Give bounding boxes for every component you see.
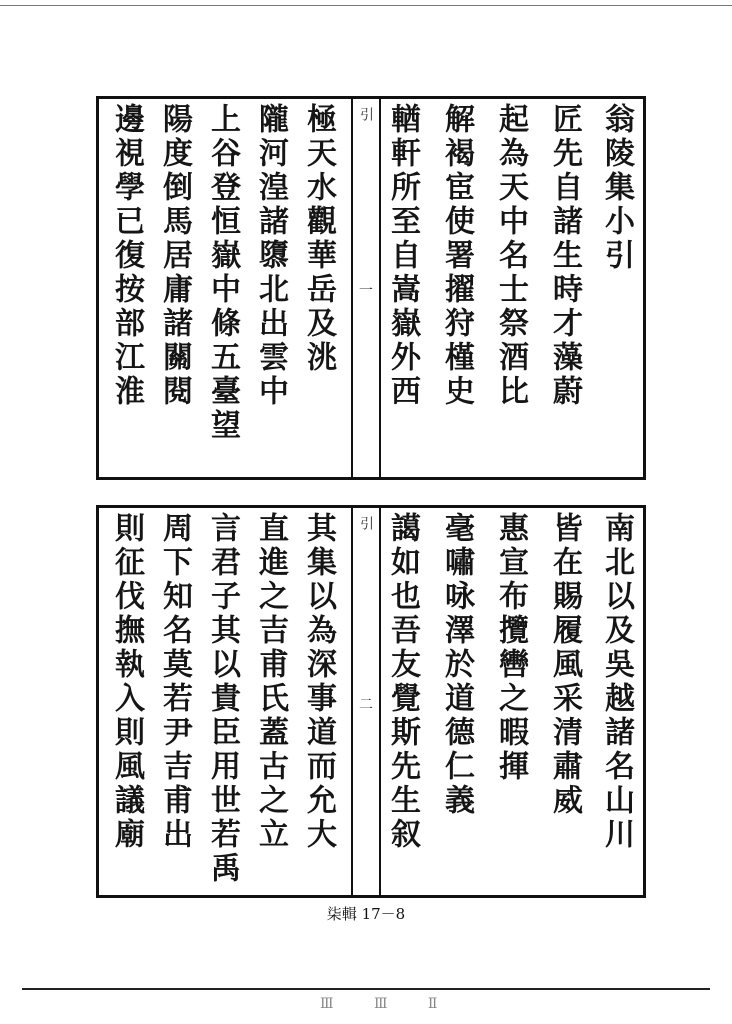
column-text: 隴河湟諸隳北出雲中 [253,103,288,409]
text-column-3 [489,512,531,891]
text-column-5 [381,512,423,891]
bottom-scan-rule [22,988,710,990]
text-column-5 [381,103,423,473]
column-text: 上谷登恒嶽中條五臺望 [205,103,240,443]
text-column-7 [249,512,291,891]
text-column-2 [543,103,585,473]
text-column-6 [297,103,339,473]
top-scan-rule [0,5,732,6]
fold-label: 引 [358,516,374,530]
column-text: 譪如也吾友覺斯先生叙 [385,512,420,852]
fold-page-number: 二 [359,696,373,713]
column-text: 言君子其以貴臣用世若禹 [205,512,240,886]
fold-label: 引 [358,107,374,121]
text-column-3 [489,103,531,473]
fold-page-number: 一 [359,283,373,300]
column-text: 解褐宦使署擢狩槿史 [439,103,474,409]
scan-artifact-marks: Ⅲ Ⅲ Ⅱ [320,996,456,1012]
text-column-7 [249,103,291,473]
column-text: 匠先自諸生時才藻蔚 [547,103,582,409]
text-column-10 [105,103,147,473]
lower-text-panel [96,505,646,898]
column-text: 邊視學已復按部江淮 [109,103,144,409]
column-text: 周下知名莫若尹吉甫出 [157,512,192,852]
center-fold-strip [351,508,381,895]
text-column-9 [153,103,195,473]
text-column-8 [201,103,243,473]
text-column-10 [105,512,147,891]
column-text: 翁陵集小引 [599,103,634,273]
text-column-1 [595,512,637,891]
column-text: 南北以及吳越諸名山川 [599,512,634,852]
upper-text-panel [96,96,646,480]
column-text: 起為天中名士祭酒比 [493,103,528,409]
page-caption: 柒輯 17－8 [326,905,406,923]
text-column-6 [297,512,339,891]
column-text: 輶軒所至自嵩嶽外西 [385,103,420,409]
text-column-9 [153,512,195,891]
text-column-4 [435,512,477,891]
column-text: 惠宣布攬轡之暇揮 [493,512,528,784]
text-column-4 [435,103,477,473]
text-column-2 [543,512,585,891]
column-text: 陽度倒馬居庸諸關閱 [157,103,192,409]
column-text: 其集以為深事道而允大 [301,512,336,852]
center-fold-strip [351,99,381,477]
text-column-8 [201,512,243,891]
column-text: 皆在賜履風采清肅威 [547,512,582,818]
text-column-1 [595,103,637,473]
column-text: 直進之吉甫氏蓋古之立 [253,512,288,852]
column-text: 則征伐撫執入則風議廟 [109,512,144,852]
column-text: 毫嘯咏澤於道德仁義 [439,512,474,818]
column-text: 極天水觀華岳及洮 [301,103,336,375]
